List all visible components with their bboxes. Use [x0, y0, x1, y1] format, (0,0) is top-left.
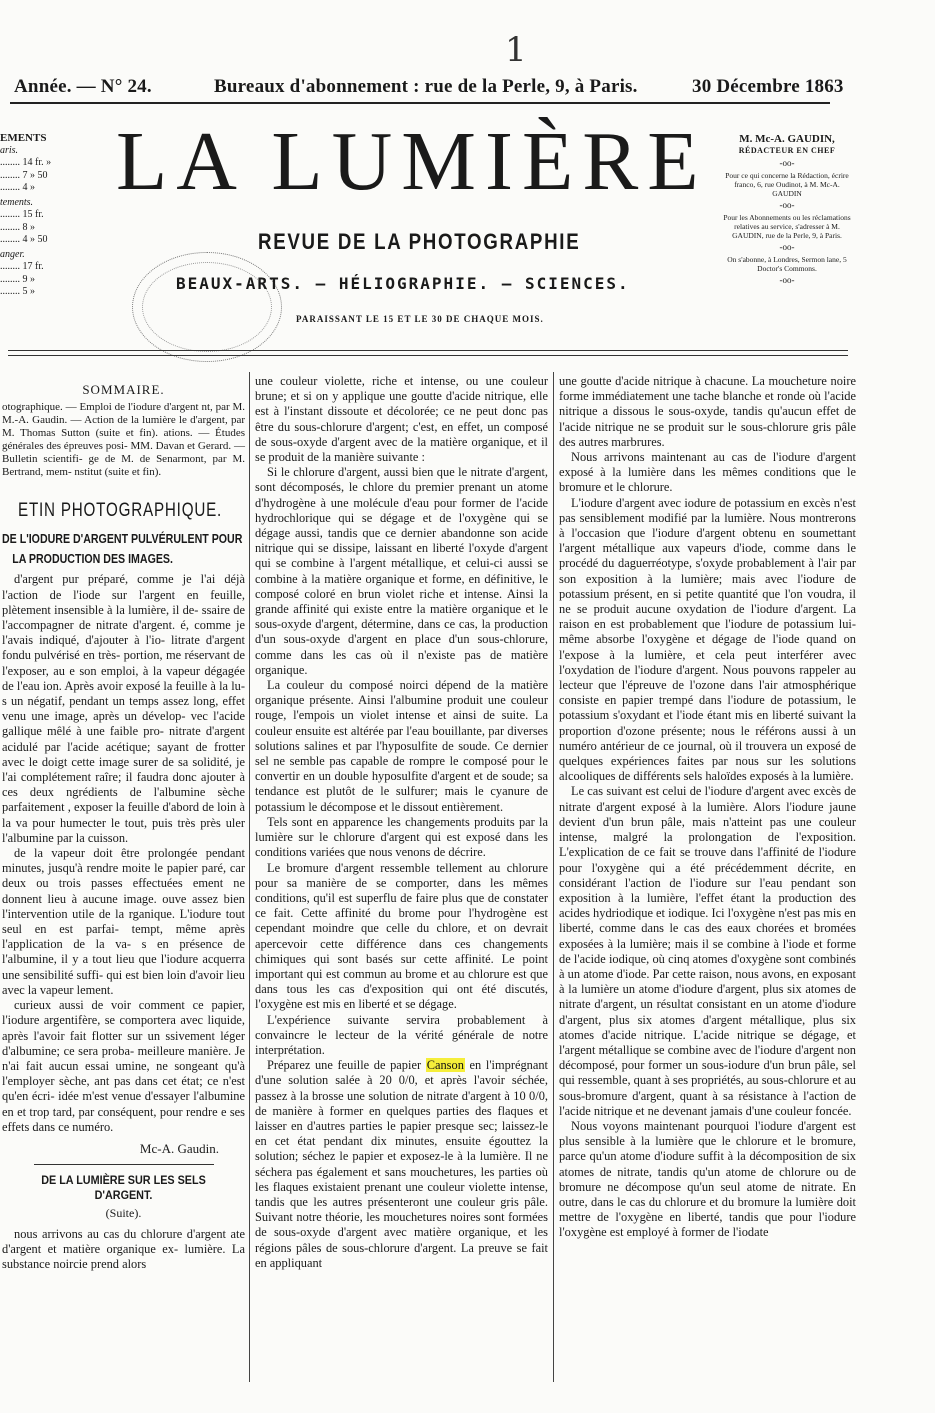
article-2-title: DE LA LUMIÈRE SUR LES SELS D'ARGENT. — [41, 1173, 206, 1203]
sommaire-text: otographique. — Emploi de l'iodure d'argent nt, par M. M.-A. Gaudin. — Action de la lumière le d'argent, par M. Thomas Sutton (suite et fin). ations. — Études générales des épreuves posi- MM. Davan et Gerard. — Bulletin scientifi- ge de M. de Senarmont, par M. Bertrand, mem- nstitut (suite et fin). — [2, 401, 245, 479]
text-run: Préparez une feuille de papier — [267, 1058, 422, 1073]
ornament: -oo- — [779, 200, 795, 210]
column-1 — [2, 376, 245, 1272]
paragraph: Le cas suivant est celui de l'iodure d'argent avec excès de nitrate d'argent exposé à la lumière. Alors l'iodure jaune devient d'un brun pâle, mais n'atteint pas une couleur intense, malgré la prolongation de l'exposition. L'explication de ce fait se trouve dans l'affinité de l'iodure pour l'oxygène qui a été précédemment décrite, en considérant l'action de l'iodure sur l'eau pendant son exposition à la lumière, l'effet étant la production des acides hydriodique et iodique. Ici l'oxygène n'est pas mis en liberté, comme dans le cas des eaux chorées et bromées exposées à la lumière; mais il se combine à l'iode et forme de l'acide iodique, où cinq atomes d'oxygène sont combinés à un atome d'iode. Par cette raison, nous avons, en exposant à la lumière un atome d'iodure d'argent, plus six atomes de nitrate d'argent, un résultat consistant en un atome d'iodure d'argent, plus six atomes d'argent métallique, plus six atomes d'acide nitrique. L'acide nitrique se dégage, et l'argent métallique se combine avec de l'iodure d'argent non décomposé, pour former un sous-iodure d'un brun pâle, sel qui ressemble, quant à ses propriétés, au sous-chlorure et au sous-bromure d'argent, quant à sa résistance à l'action de l'acide nitrique et ne devenant jamais d'une couleur foncée. — [559, 784, 856, 1118]
price-line: ........ 4 » — [0, 182, 35, 193]
masthead-subtitle: REVUE DE LA PHOTOGRAPHIE — [258, 229, 581, 254]
paragraph: Le bromure d'argent ressemble tellement au chlorure pour sa manière de se comporter, dans les mêmes conditions, qu'il est superflu de faire plus que de constater ce fait. Cette affinité du brome pour l'hydrogène est cependant moindre que celle du chlore, et on devrait apercevoir cette différence dans ces changements chimiques qui sont basés sur cette affinité. Le point important qui est commun au brome et au chlorure est que dans tous les cas d'exposition qui ont été discutés, l'oxygène est mis en liberté et se dégage. — [255, 860, 548, 1012]
paragraph: L'expérience suivante servira probablement à convaincre le lecteur de la vérité générale de notre interprétation. — [255, 1012, 548, 1057]
price-line: ........ 14 fr. » — [0, 157, 52, 168]
paragraph: Tels sont en apparence les changements produits par la lumière sur le chlorure d'argent qui est exposé dans les conditions variées que nous venons de décrire. — [255, 814, 548, 860]
price-line: ........ 4 » 50 — [0, 234, 48, 245]
ornament: -oo- — [779, 158, 795, 168]
page-number: 1 — [505, 30, 527, 70]
masthead-rule — [8, 355, 848, 356]
price-label-etranger: anger. — [0, 248, 25, 260]
text-run: en l'imprégnant d'une solution salée à 20 0/0, et après l'avoir séchée, passez à la brosse une solution de nitrate d'argent à 10 0/0, de manière à former en quelques parties des flaques et laisser en d'autres parties le papier presque sec; laissez-le en cet état pendant dix minutes, ensuite égouttez la solution; séchez le papier et exposez-le à la lumière. Il ne séchera pas également et sans mouchetures, les parties où les flaques existaient prenant une couleur violette intense, tandis que les autres présenteront une couleur gris pâle. Suivant notre théorie, les mouchetures noires sont formées de sous-oxyde d'argent avec matière organique, et les régions pâles de sous-chlorure d'argent. La preuve se fait en appliquant — [255, 1058, 548, 1270]
publication-frequency: PARAISSANT LE 15 ET LE 30 DE CHAQUE MOIS. — [296, 314, 544, 324]
price-label-paris: aris. — [0, 144, 19, 156]
sommaire-title: SOMMAIRE. — [82, 382, 165, 397]
paragraph: une couleur violette, riche et intense, ou une couleur brune; et si on y applique une goutte d'acide nitrique, elle est à l'instant dissoute et décolorée; ce ne peut donc pas être du sous-chlorure d'argent; c'est, en effet, un composé de sous-oxyde d'argent avec de la matière organique, et il se produit de la manière suivante : — [255, 374, 548, 465]
price-line: ........ 9 » — [0, 273, 35, 285]
paragraph: Nous voyons maintenant pourquoi l'iodure d'argent est plus sensible à la lumière que le chlorure et le bromure, parce qu'un atome d'iodure suffit à la décomposition de six atomes de nitrate, tandis qu'un atome de chlorure ou de bromure ne décompose qu'un seul atome de nitrate. En outre, dans le cas du chlorure et du bromure la lumière doit mettre de l'oxygène en liberté, tandis que pour l'iodure l'oxygène est employé à former de l'iodate — [559, 1118, 856, 1240]
price-label-departements: tements. — [0, 196, 34, 208]
prices-heading: EMENTS — [0, 132, 47, 144]
section-rule — [34, 1164, 214, 1165]
paragraph-with-highlight — [255, 1058, 548, 1271]
masthead-rule — [8, 350, 848, 351]
header-rule — [10, 102, 830, 104]
paragraph: curieux aussi de voir comment ce papier, l'iodure argentifère, se comportera avec liquide, après l'avoir fait flotter sur un ssivement léger d'albumine; ce sera proba- meilleure manière. Je n'ai fait aucun essai umine, ne songeant qu'à l'employer sèche, ant pas dans cet état; ce n'est qu'en écri- idée m'est venue d'essayer l'albumine en et trop tard, par conséquent, pour rendre e ses effets dans ce numéro. — [2, 998, 245, 1134]
paragraph: L'iodure d'argent avec iodure de potassium en excès n'est pas sensiblement modifié par la lumière. Nous montrerons à l'occasion que l'iodure d'argent obtenu en soumettant l'argent métallique aux vapeurs d'iode, comme dans le procédé du daguerréotype, s'oxyde probablement à l'air par son exposition à la lumière; mais avec l'iodure de potassium présent, en si petite quantité que l'on voudra, il ne se produit aucune oxydation de l'iodure d'argent. La raison en est probablement que l'iodure de potassium lui-même absorbe l'oxygène et dégage de l'iode quand on l'expose à la lumière, et cela peut interférer avec l'oxydation de l'iodure d'argent. Nous pouvons rappeler au lecteur que l'épreuve de l'ozone dans l'air atmosphérique consiste en papier trempé dans l'iodure de potassium, le potassium s'oxydant et l'iode étant mis en liberté suivant la proportion d'ozone présente; nous le référons aussi à un numéro antérieur de ce journal, où il trouvera un exposé de quelques expériences faites par nous sur les solutions alcooliques de différents sels haloïdes exposés à la lumière. — [559, 495, 856, 784]
issue-number: Année. — N° 24. — [14, 76, 152, 97]
paragraph: Si le chlorure d'argent, aussi bien que le nitrate d'argent, sont décomposés, le chlore du premier prenant un atome d'hydrogène à une molécule d'eau pour former de l'acide hydrochlorique qui se dégage et de l'oxygène qui se dégage aussi, tandis que ce dernier abandonne son acide nitrique qui se dissipe, laissant en liberté l'oxyde d'argent qui se combine à l'argent métallique, et celui-ci aussi se combine à la matière organique et forme, en définitive, le composé coloré en brun violet riche et intense. Ainsi la grande affinité qui existe entre la matière organique et le sous-oxyde d'argent, détermine, dans ce cas, la production d'un sous-oxyde d'argent en place d'un sous-chlorure, comme dans les cas où il n'existe pas de matière organique. — [255, 465, 548, 677]
editorial-address: Pour ce qui concerne la Rédaction, écrire franco, 6, rue Oudinot, à M. Mc-A. GAUDIN — [725, 171, 849, 198]
masthead-sections: BEAUX-ARTS. — HÉLIOGRAPHIE. — SCIENCES. — [176, 274, 630, 293]
paragraph: d'argent pur préparé, comme je l'ai déjà l'action de l'iode sur l'argent en feuille, plètement insensible à la lumière, il de- ssaire de l'accompagner de nitrate d'argent. é, comme je l'avais indiqué, d'ajouter à l'io- litrate d'argent fondu pulvérisé en très- portion, me réservant de l'exposer, au e son emploi, à la vapeur dégagée de l'eau ion. Après avoir exposé la feuille à la lu- s un négatif, pendant un temps assez long, effet venu une image, après un dévelop- vec l'acide gallique mêlé à une faible pro- nitrate d'argent acidulé par l'acide acétique; sayant de frotter avec le doigt cette image surer de sa solidité, je l'ai complétement raîre; il faudra donc ajouter à ces deux ngrédients de l'albumine sèche parfaitement , exposer la feuille d'abord de loin à la va pour humecter le tout, puis très près uler l'albumine par la cuisson. — [2, 572, 245, 845]
article-title-line-1: DE L'IODURE D'ARGENT PULVÉRULENT POUR — [2, 532, 243, 547]
column-2 — [255, 374, 548, 1271]
paragraph: de la vapeur doit être prolongée pendant minutes, jusqu'à rendre moite le papier paré, car deux ou trois passes effectuées ement ne donnent lieu à aucune image. ouve assez bien l'intervention utile de la rganique. L'iodure tout seul en est parfai- tempt, même après l'application de la va- s en présence de l'albumine, il y a tout lieu que l'iodure acquerra une sensibilité suffi- qui est bien loin d'avoir lieu avec la vapeur lement. — [2, 846, 245, 997]
paragraph: une goutte d'acide nitrique à chacune. La moucheture noire forme immédiatement une tache blanche et ronde où l'acide nitrique a dissous le sous-oxyde, tandis qu'aucun effet de l'acide nitrique ne se produit sur le sous-chlorure gris pâle des autres marbrures. — [559, 374, 856, 449]
issue-date: 30 Décembre 1863 — [692, 76, 844, 97]
column-3 — [559, 374, 856, 1241]
price-line: ........ 17 fr. — [0, 261, 44, 272]
column-divider — [553, 372, 554, 1382]
price-line: ........ 5 » — [0, 286, 35, 297]
highlighted-word: Canson — [426, 1058, 464, 1073]
paragraph: La couleur du composé noirci dépend de la matière organique présente. Ainsi l'albumine produit une couleur rouge, l'empois un violet intense et ainsi de suite. La couleur ensuite est altérée par l'eau bouillante, par diverses solutions salines et par l'hyposulfite de soude. Ce dernier sel ne semble pas capable de rompre le composé pour le convertir en un double hyposulfite d'argent et de soude; sa tendance est plutôt de le sulfurer; mais le cyanure de potassium le décompose et le dissout entièrement. — [255, 678, 548, 814]
paragraph: nous arrivons au cas du chlorure d'argent ate d'argent et matière organique ex- lumière. La substance noircie prend alors — [2, 1226, 245, 1272]
editor-role: RÉDACTEUR EN CHEF — [738, 146, 836, 155]
price-line: ........ 7 » 50 — [0, 169, 48, 181]
ornament: -oo- — [779, 242, 795, 252]
london-subscription: On s'abonne, à Londres, Sermon lane, 5 Doctor's Commons. — [727, 255, 847, 273]
masthead-title: LA LUMIÈRE — [116, 115, 708, 208]
ornament: -oo- — [779, 275, 795, 285]
price-line: ........ 8 » — [0, 221, 35, 233]
paragraph: Nous arrivons maintenant au cas de l'iodure d'argent exposé à la lumière dans les mêmes conditions que le bromure et le chlorure. — [559, 450, 856, 495]
column-divider — [249, 372, 250, 1382]
editor-info — [722, 132, 852, 288]
subscription-prices — [0, 132, 100, 299]
article-2-suite: (Suite). — [105, 1205, 142, 1220]
article-title-line-2: LA PRODUCTION DES IMAGES. — [12, 552, 173, 567]
editor-name: M. Mc-A. GAUDIN, — [739, 133, 835, 145]
subscription-address: Bureaux d'abonnement : rue de la Perle, 9, à Paris. — [214, 76, 638, 97]
price-line: ........ 15 fr. — [0, 209, 44, 220]
bulletin-heading: ETIN PHOTOGRAPHIQUE. — [18, 500, 223, 522]
subscription-contact: Pour les Abonnements ou les réclamations relatives au service, s'adresser à M. GAUDIN, rue de la Perle, 9, à Paris. — [723, 213, 851, 240]
author-signature: Mc-A. Gaudin. — [139, 1140, 219, 1156]
